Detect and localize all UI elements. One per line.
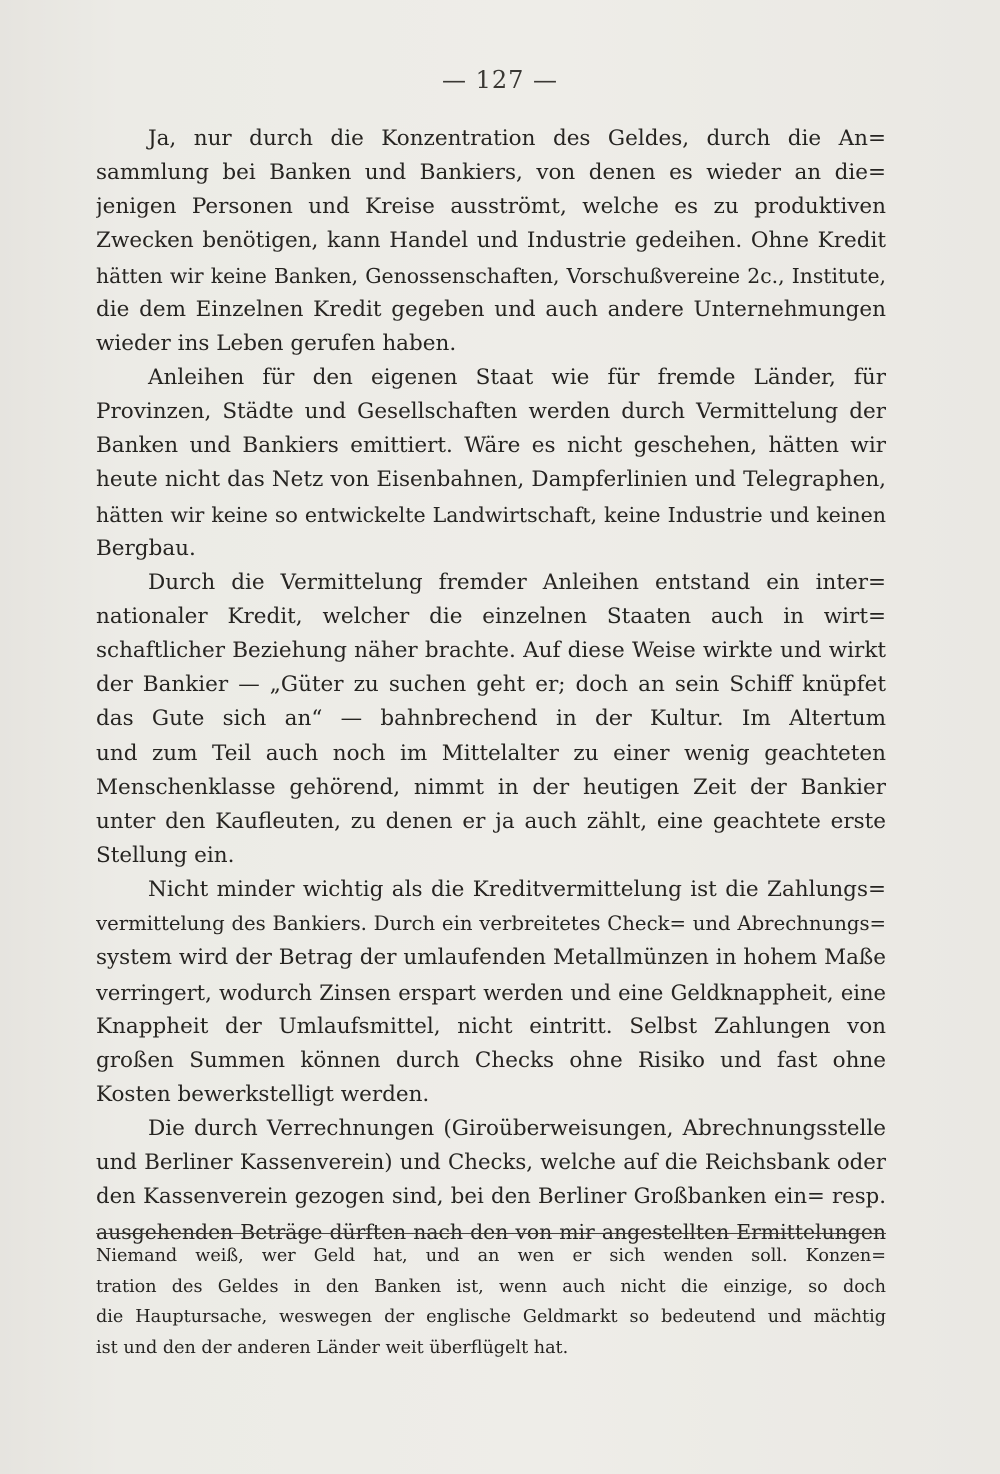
text-line: unter den Kaufleuten, zu denen er ja auch zählt, eine geachtete erste [96, 808, 886, 834]
footnote-line: tration des Geldes in den Banken ist, wenn auch nicht die einzige, so doch [96, 1276, 886, 1297]
text-line: Banken und Bankiers emittiert. Wäre es nicht geschehen, hätten wir [96, 433, 886, 459]
text-line: ausgehenden Beträge dürften nach den von mir angestellten Ermittelungen [96, 1219, 886, 1244]
text-line: Anleihen für den eigenen Staat wie für fremde Länder, für [148, 364, 886, 390]
text-line: Ja, nur durch die Konzentration des Geldes, durch die An= [148, 126, 886, 151]
text-line: verringert, wodurch Zinsen erspart werden und eine Geldknappheit, eine [96, 979, 886, 1005]
paragraph-3 [96, 566, 886, 873]
text-line: der Bankier — „Güter zu suchen geht er; doch an sein Schiff knüpfet [96, 672, 886, 698]
text-line: Provinzen, Städte und Gesellschaften werden durch Vermittelung der [96, 399, 886, 425]
text-line: Menschenklasse gehörend, nimmt in der heutigen Zeit der Bankier [96, 774, 886, 800]
footnote-line: die Hauptursache, weswegen der englische Geldmarkt so bedeutend und mächtig [96, 1307, 886, 1327]
paragraph-5 [96, 1112, 886, 1249]
text-line: und zum Teil auch noch im Mittelalter zu einer wenig geachteten [96, 740, 886, 766]
text-line: Knappheit der Umlaufsmittel, nicht eintritt. Selbst Zahlungen von [96, 1013, 886, 1039]
paragraph-4 [96, 873, 886, 1112]
footnote-line: Niemand weiß, wer Geld hat, und an wen er sich wenden soll. Konzen= [96, 1246, 886, 1266]
text-line: und Berliner Kassenverein) und Checks, welche auf die Reichsbank oder [96, 1150, 886, 1176]
text-line: großen Summen können durch Checks ohne Risiko und fast ohne [96, 1047, 886, 1073]
footnote-rule [96, 1233, 886, 1234]
text-line: sammlung bei Banken und Bankiers, von denen es wieder an die= [96, 160, 886, 186]
text-line: das Gute sich an“ — bahnbrechend in der Kultur. Im Altertum [96, 706, 886, 732]
text-line: vermittelung des Bankiers. Durch ein verbreitetes Check= und Abrechnungs= [96, 912, 886, 936]
text-line: Nicht minder wichtig als die Kreditvermittelung ist die Zahlungs= [148, 877, 886, 903]
text-line: schaftlicher Beziehung näher brachte. Auf diese Weise wirkte und wirkt [96, 638, 886, 664]
text-line: den Kassenverein gezogen sind, bei den Berliner Großbanken ein= resp. [96, 1184, 886, 1210]
text-line: nationaler Kredit, welcher die einzelnen Staaten auch in wirt= [96, 603, 886, 629]
body-text [96, 122, 886, 1249]
paragraph-2 [96, 361, 886, 566]
text-line: hätten wir keine so entwickelte Landwirtschaft, keine Industrie und keinen [96, 502, 886, 527]
text-line: Kosten bewerkstelligt werden. [96, 1081, 430, 1107]
text-line: die dem Einzelnen Kredit gegeben und auch andere Unternehmungen [96, 296, 886, 322]
text-line: Zwecken benötigen, kann Handel und Industrie gedeihen. Ohne Kredit [96, 228, 886, 254]
text-line: Bergbau. [96, 535, 196, 561]
text-line: Stellung ein. [96, 842, 235, 868]
text-line: hätten wir keine Banken, Genossenschaften, Vorschußvereine 2c., Institute, [96, 263, 886, 288]
page-number: — 127 — [441, 66, 559, 94]
footnote-line: ist und den der anderen Länder weit überflügelt hat. [96, 1337, 569, 1358]
text-line: heute nicht das Netz von Eisenbahnen, Dampferlinien und Telegraphen, [96, 467, 886, 493]
text-line: jenigen Personen und Kreise ausströmt, welche es zu produktiven [96, 194, 886, 220]
footnote [96, 1241, 886, 1363]
paragraph-1 [96, 122, 886, 361]
text-line: Durch die Vermittelung fremder Anleihen entstand ein inter= [148, 569, 886, 595]
text-line: wieder ins Leben gerufen haben. [96, 330, 457, 356]
text-line: system wird der Betrag der umlaufenden Metallmünzen in hohem Maße [96, 945, 886, 971]
text-line: Die durch Verrechnungen (Giroüberweisungen, Abrechnungsstelle [148, 1116, 886, 1142]
